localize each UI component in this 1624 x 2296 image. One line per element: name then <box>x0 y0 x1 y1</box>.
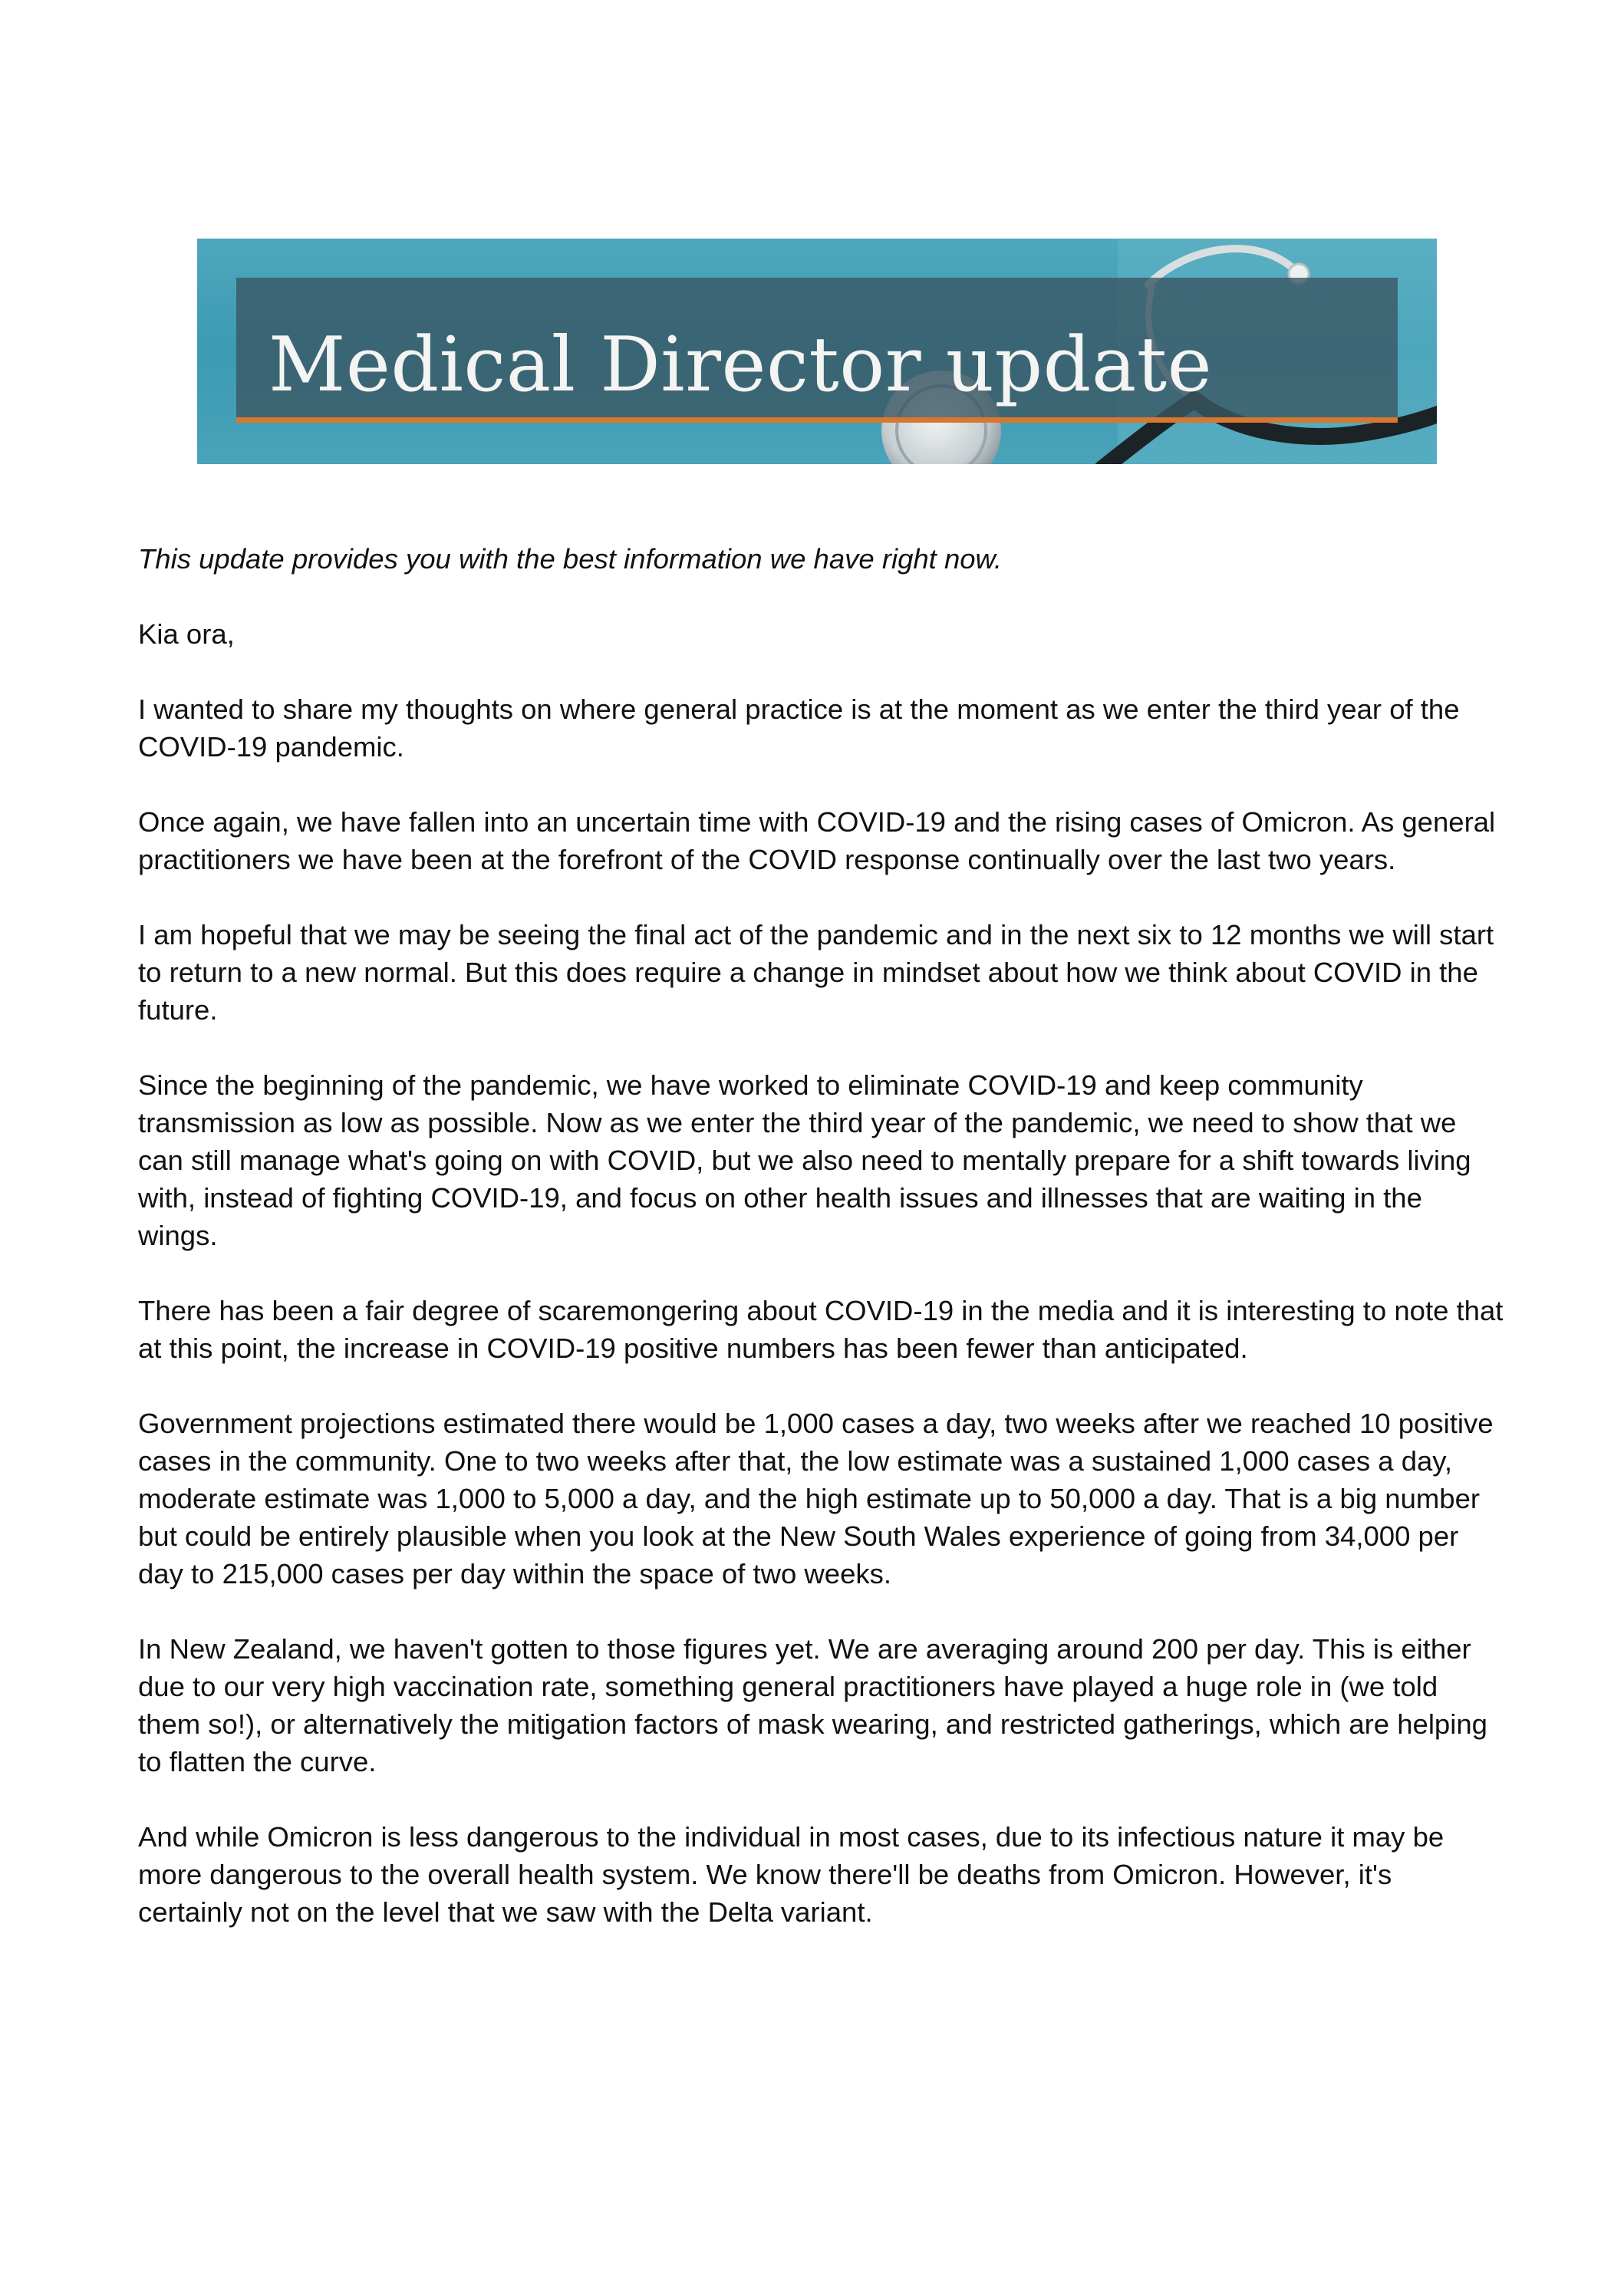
article-body <box>138 540 1504 1968</box>
paragraph: I am hopeful that we may be seeing the final act of the pandemic and in the next six to 12 months we will start to return to a new normal. But this does require a change in mindset about how we think about COVID in the future. <box>138 919 1494 1026</box>
header-banner <box>197 239 1437 464</box>
paragraph: I wanted to share my thoughts on where general practice is at the moment as we enter the third year of the COVID-19 pandemic. <box>138 693 1460 763</box>
paragraph: And while Omicron is less dangerous to the individual in most cases, due to its infectious nature it may be more dangerous to the overall health system. We know there'll be deaths from Omicron. However, it's certainly not on the level that we saw with the Delta variant. <box>138 1821 1444 1928</box>
paragraph: There has been a fair degree of scaremongering about COVID-19 in the media and it is interesting to note that at this point, the increase in COVID-19 positive numbers has been fewer than anticipated. <box>138 1295 1504 1364</box>
paragraph: Government projections estimated there would be 1,000 cases a day, two weeks after we reached 10 positive cases in the community. One to two weeks after that, the low estimate was a sustained 1,000 cases a day, moderate estimate was 1,000 to 5,000 a day, and the high estimate up to 50,000 a day. That is a big number but could be entirely plausible when you look at the New South Wales experience of going from 34,000 per day to 215,000 cases per day within the space of two weeks. <box>138 1408 1494 1589</box>
paragraph: In New Zealand, we haven't gotten to those figures yet. We are averaging around 200 per day. This is either due to our very high vaccination rate, something general practitioners have played a huge role in (we told them so!), or alternatively the mitigation factors of mask wearing, and restricted gatherings, which are helping to flatten the curve. <box>138 1633 1487 1777</box>
banner-accent-rule <box>236 417 1398 423</box>
banner-title: Medical Director update <box>268 321 1213 409</box>
greeting: Kia ora, <box>138 618 235 650</box>
intro-text: This update provides you with the best information we have right now. <box>138 543 1003 575</box>
paragraph: Since the beginning of the pandemic, we have worked to eliminate COVID-19 and keep community transmission as low as possible. Now as we enter the third year of the pandemic, we need to show that we can still manage what's going on with COVID, but we also need to mentally prepare for a shift towards living with, instead of fighting COVID-19, and focus on other health issues and illnesses that are waiting in the wings. <box>138 1069 1471 1251</box>
paragraph: Once again, we have fallen into an uncertain time with COVID-19 and the rising cases of Omicron. As general practitioners we have been at the forefront of the COVID response continually over the last two years. <box>138 806 1496 875</box>
